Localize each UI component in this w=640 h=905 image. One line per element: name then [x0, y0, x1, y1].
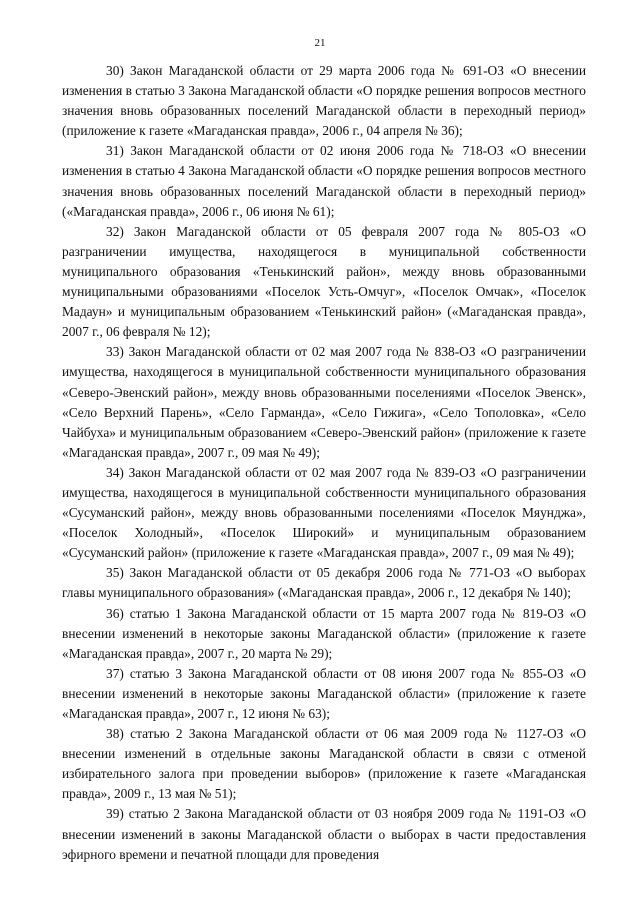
list-item: 34) Закон Магаданской области от 02 мая 2007 года № 839-ОЗ «О разграничении имущества, находящегося в муниципальной собственности муниципального образования «Сусуманский район», между вновь образованными поселениями «Поселок Мяунджа», «Поселок Холодный», «Поселок Широкий» и муниципальным образованием «Сусуманский район» (приложение к газете «Магаданская правда», 2007 г., 09 мая № 49); [62, 464, 586, 561]
list-item: 33) Закон Магаданской области от 02 мая 2007 года № 838-ОЗ «О разграничении имущества, находящегося в муниципальной собственности муниципального образования «Северо-Эвенский район», между вновь образованными поселениями «Поселок Эвенск», «Село Верхний Парень», «Село Гарманда», «Село Гижига», «Село Тополовка», «Село Чайбуха» и муниципальным образованием «Северо-Эвенский район» (приложение к газете «Магаданская правда», 2007 г., 09 мая № 49); [62, 344, 586, 460]
list-item: 38) статью 2 Закона Магаданской области от 06 мая 2009 года № 1127-ОЗ «О внесении изменений в отдельные законы Магаданской области в связи с отменой избирательного залога при проведении выборов» (приложение к газете «Магаданская правда», 2009 г., 13 мая № 51); [62, 726, 586, 802]
list-item: 30) Закон Магаданской области от 29 марта 2006 года № 691-ОЗ «О внесении изменения в статью 3 Закона Магаданской области «О порядке решения вопросов местного значения вновь образованных поселений Магаданской области в переходный период» (приложение к газете «Магаданская правда», 2006 г., 04 апреля № 36); [62, 63, 586, 139]
page-number: 21 [314, 37, 326, 49]
list-item: 32) Закон Магаданской области от 05 февраля 2007 года № 805-ОЗ «О разграничении имущества, находящегося в муниципальной собственности муниципального образования «Тенькинский район», между вновь образованными муниципальными образованиями «Поселок Усть-Омчуг», «Поселок Омчак», «Поселок Мадаун» и муниципальным образованием «Тенькинский район» («Магаданская правда», 2007 г., 06 февраля № 12); [62, 223, 586, 340]
list-item: 37) статью 3 Закона Магаданской области от 08 июня 2007 года № 855-ОЗ «О внесении изменений в некоторые законы Магаданской области» (приложение к газете «Магаданская правда», 2007 г., 12 июня № 63); [62, 665, 586, 721]
list-item: 36) статью 1 Закона Магаданской области от 15 марта 2007 года № 819-ОЗ «О внесении изменений в некоторые законы Магаданской области» (приложение к газете «Магаданская правда», 2007 г., 20 марта № 29); [62, 605, 586, 661]
list-item: 31) Закон Магаданской области от 02 июня 2006 года № 718-ОЗ «О внесении изменения в статью 4 Закона Магаданской области «О порядке решения вопросов местного значения вновь образованных поселений Магаданской области в переходный период» («Магаданская правда», 2006 г., 06 июня № 61); [62, 143, 586, 219]
document-body [62, 61, 586, 865]
list-item: 39) статью 2 Закона Магаданской области от 03 ноября 2009 года № 1191-ОЗ «О внесении изменений в законы Магаданской области о выборах в части предоставления эфирного времени и печатной площади для проведения [62, 806, 586, 862]
list-item: 35) Закон Магаданской области от 05 декабря 2006 года № 771-ОЗ «О выборах главы муниципального образования» («Магаданская правда», 2006 г., 12 декабря № 140); [62, 565, 586, 601]
